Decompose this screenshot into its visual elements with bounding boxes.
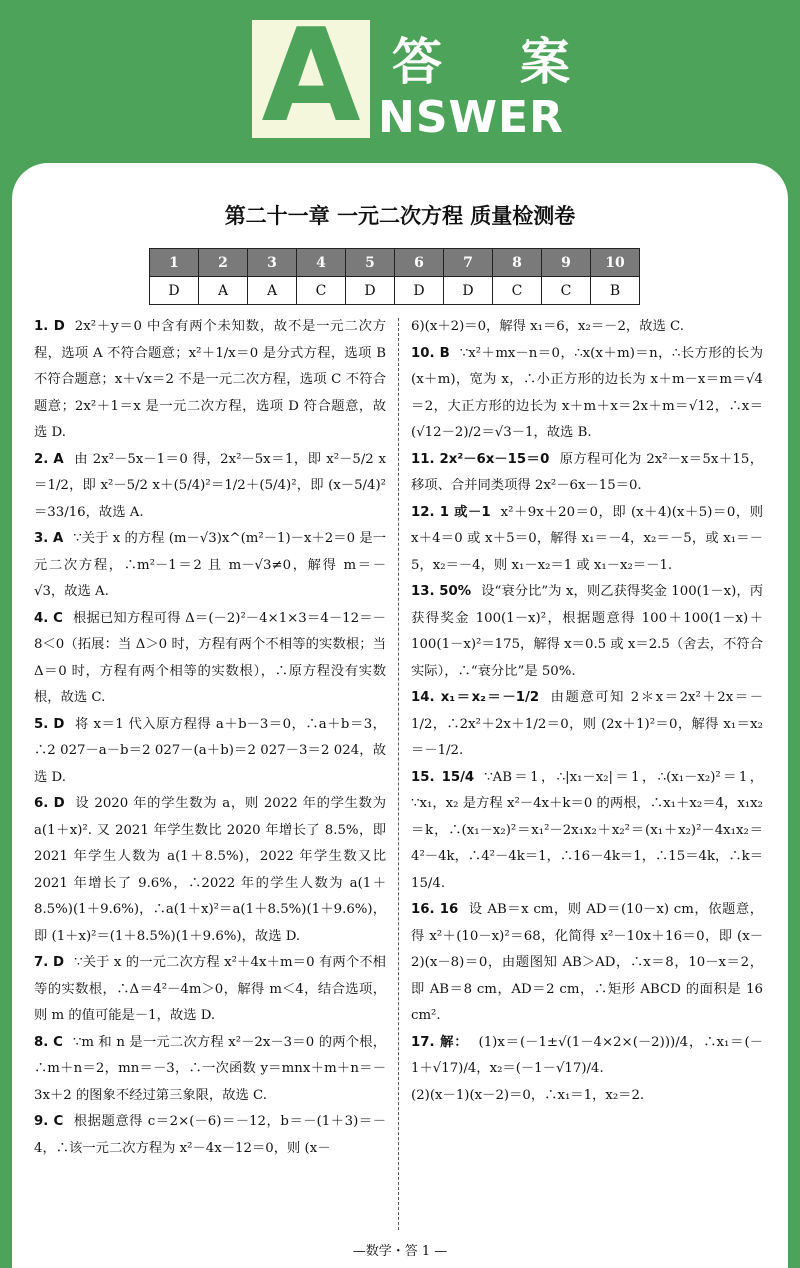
- answer-cell: A: [199, 277, 248, 305]
- question-number-cell: 9: [542, 249, 591, 277]
- answer-title-cn-1: 答: [392, 33, 444, 91]
- solution-text: (2)(x－1)(x－2)＝0，∴x₁＝1，x₂＝2.: [411, 1087, 645, 1103]
- solution-text: 将 x＝1 代入原方程得 a＋b－3＝0，∴a＋b＝3，∴2 027－a－b＝2 027－(a＋b)＝2 027－3＝2 024，故选 D.: [34, 716, 386, 785]
- answer-logo-box: [252, 2, 370, 151]
- solution-item: [411, 341, 763, 447]
- question-number-cell: 7: [444, 249, 493, 277]
- solution-text: 原方程可化为 2x²－x＝5x＋15，移项、合并同类项得 2x²－6x－15＝0.: [411, 451, 763, 493]
- answer-cell: D: [150, 277, 199, 305]
- answer-key-table: [149, 248, 640, 305]
- solution-number: 4. C: [34, 610, 63, 626]
- solution-item: [411, 897, 763, 1030]
- answer-title-cn-2: 案: [520, 33, 572, 91]
- solution-number: 14. x₁＝x₂＝－1/2: [411, 690, 540, 705]
- solution-text: 设 AB＝x cm，则 AD＝(10－x) cm，依题意，得 x²＋(10－x)²＝68，化简得 x²－10x＋16＝0，即 (x－2)(x－8)＝0，由题图知 AB＞AD，∴x＝8，10－x＝2，即 AB＝8 cm，AD＝2 cm，∴矩形 ABCD 的面积是 16 cm².: [411, 902, 763, 1023]
- answer-cell: A: [248, 277, 297, 305]
- page-footer: —数学・答 1 —: [352, 1244, 448, 1259]
- solution-item: [34, 712, 386, 792]
- solution-number: 16. 16: [411, 902, 459, 917]
- answer-title-cn: [392, 22, 572, 94]
- solution-item: [411, 579, 763, 685]
- answer-cell: D: [346, 277, 395, 305]
- solution-text: ∵x²＋mx－n＝0，∴x(x＋m)＝n，∴长方形的长为 (x＋m)，宽为 x，∴小正方形的边长为 x＋m－x＝m＝√4＝2，大正方形的边长为 x＋m＋x＝2x＋m＝√12，∴x＝(√12－2)/2＝√3－1，故选 B.: [411, 345, 763, 440]
- question-number-cell: 10: [591, 249, 640, 277]
- solution-number: 5. D: [34, 716, 65, 732]
- question-number-cell: 3: [248, 249, 297, 277]
- solution-number: 2. A: [34, 451, 64, 467]
- solution-number: 15. 15/4: [411, 769, 475, 785]
- answer-cell: D: [444, 277, 493, 305]
- solution-number: 3. A: [34, 531, 64, 546]
- solution-text: (1)x＝(－1±√(1－4×2×(－2)))/4，∴x₁＝(－1＋√17)/4，x₂＝(－1－√17)/4.: [411, 1034, 763, 1076]
- solution-item: [411, 1083, 763, 1110]
- answer-title-en: NSWER: [378, 92, 564, 143]
- solution-number: 10. B: [411, 345, 450, 361]
- answer-cell: D: [395, 277, 444, 305]
- answer-cell: C: [493, 277, 542, 305]
- column-divider: [398, 318, 399, 1230]
- question-number-cell: 5: [346, 249, 395, 277]
- page-title: 第二十一章 一元二次方程 质量检测卷: [224, 203, 576, 228]
- solution-item: [411, 314, 763, 341]
- solution-item: [411, 500, 763, 580]
- solution-item: [411, 765, 763, 898]
- solution-text: 6)(x＋2)＝0，解得 x₁＝6，x₂＝－2，故选 C.: [411, 319, 684, 334]
- answer-key-answers-row: [150, 277, 640, 305]
- solution-item: [34, 791, 386, 950]
- solution-number: 7. D: [34, 955, 65, 970]
- solution-text: 由 2x²－5x－1＝0 得，2x²－5x＝1，即 x²－5/2 x＝1/2，即 x²－5/2 x＋(5/4)²＝1/2＋(5/4)²，即 (x－5/4)²＝33/16，故选 A.: [34, 451, 386, 520]
- left-column: [34, 314, 386, 1162]
- solution-item: [411, 447, 763, 500]
- solution-number: 12. 1 或－1: [411, 504, 491, 520]
- solution-number: 9. C: [34, 1114, 64, 1129]
- solution-text: ∵关于 x 的一元二次方程 x²＋4x＋m＝0 有两个不相等的实数根，∴Δ＝4²－4m＞0，解得 m＜4，结合选项，则 m 的值可能是－1，故选 D.: [34, 955, 386, 1023]
- answer-cell: C: [542, 277, 591, 305]
- right-column: [411, 314, 763, 1109]
- solution-number: 6. D: [34, 796, 65, 811]
- solution-text: 设 2020 年的学生数为 a，则 2022 年的学生数为 a(1＋x)². 又 2021 年学生数比 2020 年增长了 8.5%，即 2021 年学生人数为 a(1＋8.5%)，2022 年学生数又比 2021 年增长了 9.6%，∴2022 年的学生人数为 a(1＋8.5%)(1＋9.6%)，∴a(1＋x)²＝a(1＋8.5%)(1＋9.6%)，即 (1＋x)²＝(1＋8.5%)(1＋9.6%)，故选 D.: [34, 796, 386, 944]
- solution-item: [34, 1030, 386, 1110]
- solution-item: [34, 950, 386, 1030]
- solution-text: 2x²＋y＝0 中含有两个未知数，故不是一元二次方程，选项 A 不符合题意；x²＋1/x＝0 是分式方程，选项 B 不符合题意；x＋√x＝2 不是一元二次方程，选项 C 不符合题意；2x²＋1＝x 是一元二次方程，选项 D 符合题意，故选 D.: [34, 319, 386, 440]
- answer-logo-letter: A: [261, 2, 361, 151]
- solution-item: [34, 1109, 386, 1162]
- solution-text: 根据已知方程可得 Δ＝(－2)²－4×1×3＝4－12＝－8＜0（拓展：当 Δ＞0 时，方程有两个不相等的实数根；当 Δ＝0 时，方程有两个相等的实数根），∴原方程没有实数根，故选 C.: [34, 610, 386, 705]
- solution-text: ∵AB＝1，∴|x₁－x₂|＝1，∴(x₁－x₂)²＝1，∵x₁，x₂ 是方程 x²－4x＋k＝0 的两根，∴x₁＋x₂＝4，x₁x₂＝k，∴(x₁－x₂)²＝x₁²－2x₁x₂＋x₂²＝(x₁＋x₂)²－4x₁x₂＝4²－4k，∴4²－4k＝1，∴16－4k＝1，∴15＝4k，∴k＝15/4.: [411, 769, 763, 891]
- solution-number: 13. 50%: [411, 584, 472, 599]
- solution-text: ∵关于 x 的方程 (m－√3)x^(m²－1)－x＋2＝0 是一元二次方程，∴m²－1＝2 且 m－√3≠0，解得 m＝－√3，故选 A.: [34, 531, 386, 599]
- header-banner: [0, 0, 800, 175]
- solution-number: 11. 2x²－6x－15＝0: [411, 451, 550, 467]
- question-number-cell: 4: [297, 249, 346, 277]
- question-number-cell: 1: [150, 249, 199, 277]
- solution-number: 17. 解：: [411, 1034, 469, 1050]
- solution-text: ∵m 和 n 是一元二次方程 x²－2x－3＝0 的两个根，∴m＋n＝2，mn＝－3，∴一次函数 y＝mnx＋m＋n＝－3x＋2 的图象不经过第三象限，故选 C.: [34, 1034, 386, 1103]
- solution-item: [34, 606, 386, 712]
- question-number-cell: 8: [493, 249, 542, 277]
- solution-text: 由题意可知 2＊x＝2x²＋2x＝－1/2，∴2x²＋2x＋1/2＝0，则 (2x＋1)²＝0，解得 x₁＝x₂＝－1/2.: [411, 690, 763, 758]
- answer-key-numbers-row: [150, 249, 640, 277]
- answer-cell: B: [591, 277, 640, 305]
- solution-number: 1. D: [34, 319, 65, 334]
- solution-text: 设“衰分比”为 x，则乙获得奖金 100(1－x)，丙获得奖金 100(1－x)²，根据题意得 100＋100(1－x)＋100(1－x)²＝175，解得 x＝0.5 或 x＝2.5（舍去，不符合实际），∴“衰分比”是 50%.: [411, 584, 763, 679]
- question-number-cell: 6: [395, 249, 444, 277]
- solution-item: [411, 685, 763, 765]
- solution-text: x²＋9x＋20＝0，即 (x＋4)(x＋5)＝0，则 x＋4＝0 或 x＋5＝0，解得 x₁＝－4，x₂＝－5，或 x₁＝－5，x₂＝－4，则 x₁－x₂＝1 或 x₁－x₂＝－1.: [411, 504, 763, 573]
- solution-number: 8. C: [34, 1034, 63, 1050]
- answer-cell: C: [297, 277, 346, 305]
- solution-item: [34, 447, 386, 527]
- solution-item: [34, 526, 386, 606]
- solution-item: [411, 1030, 763, 1083]
- question-number-cell: 2: [199, 249, 248, 277]
- solution-item: [34, 314, 386, 447]
- solution-text: 根据题意得 c＝2×(－6)＝－12，b＝－(1＋3)＝－4，∴该一元二次方程为 x²－4x－12＝0，则 (x－: [34, 1114, 386, 1156]
